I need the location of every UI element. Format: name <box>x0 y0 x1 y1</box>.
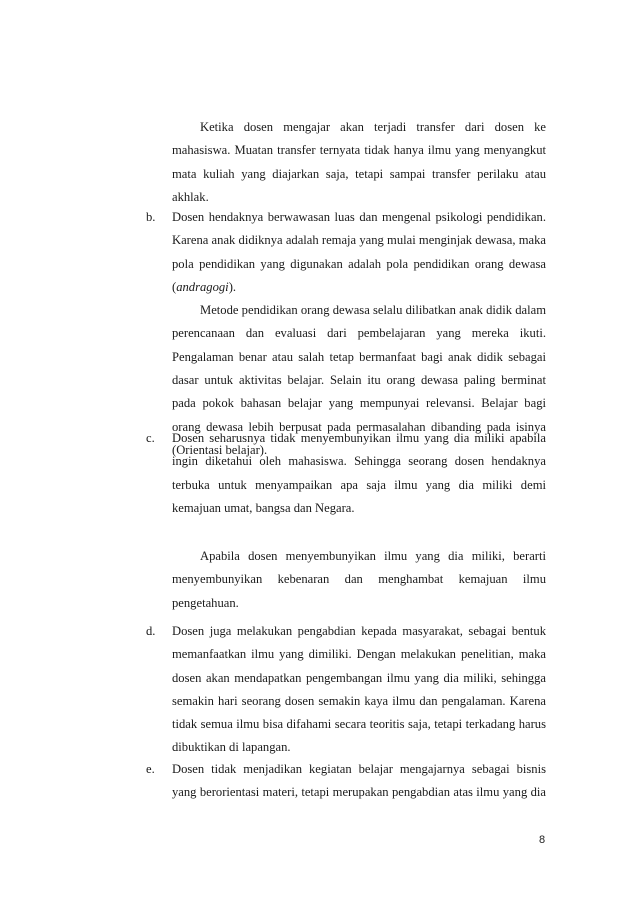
list-item-d <box>146 620 546 760</box>
paragraph-line: Pengalaman benar atau salah tetap bermanfaat bagi anak didik sebagai <box>172 349 546 364</box>
paragraph-line: akhlak. <box>172 189 209 204</box>
paragraph-line: Ketika dosen mengajar akan terjadi transfer dari dosen ke <box>200 120 546 134</box>
paragraph-line: tidak semua ilmu bisa difahami secara teoritis saja, tetapi terkadang harus <box>172 717 546 732</box>
list-marker: c. <box>146 431 155 445</box>
paragraph-line: Dosen tidak menjadikan kegiatan belajar mengajarnya sebagai bisnis <box>172 762 546 776</box>
paragraph-line: dosen akan mendapatkan pengembangan ilmu yang dia miliki, sehingga <box>172 670 546 685</box>
paragraph-line: pengetahuan. <box>172 595 239 610</box>
list-marker: b. <box>146 210 156 224</box>
paragraph-line: pada pokok bahasan belajar yang mempunyai relevansi. Belajar bagi <box>172 396 546 411</box>
open-paren: ( <box>172 279 177 294</box>
paragraph-line: semakin hari seorang dosen semakin kaya ilmu dan pengalaman. Karena <box>172 693 546 708</box>
paragraph-line: Metode pendidikan orang dewasa selalu dilibatkan anak didik dalam <box>200 303 546 318</box>
page-number: 8 <box>539 834 546 846</box>
list-item-e <box>146 758 546 805</box>
paragraph-line: Dosen hendaknya berwawasan luas dan mengenal psikologi pendidikan. <box>172 210 546 224</box>
paragraph-line: Apabila dosen menyembunyikan ilmu yang dia miliki, berarti <box>200 549 546 563</box>
paragraph-line: orang dewasa lebih berpusat pada permasalahan dibanding pada isinya <box>172 419 546 434</box>
paragraph-line: mata kuliah yang diajarkan saja, tetapi sampai transfer perilaku atau <box>172 166 546 181</box>
paragraph-line: pola pendidikan yang digunakan adalah pola pendidikan orang dewasa <box>172 256 546 271</box>
paragraph-line: yang berorientasi materi, tetapi merupakan pengabdian atas ilmu yang dia <box>172 785 546 800</box>
paragraph-line: terbuka untuk menyampaikan apa saja ilmu yang dia miliki demi <box>172 477 546 492</box>
item-c-paragraph-2 <box>172 545 546 615</box>
list-item-b <box>146 206 546 462</box>
list-marker: d. <box>146 624 156 638</box>
paragraph-line: perencanaan dan evaluasi dari pembelajaran yang mereka ikuti. <box>172 326 546 341</box>
close-paren: ). <box>228 279 237 294</box>
paragraph-line: Karena anak didiknya adalah remaja yang mulai menginjak dewasa, maka <box>172 233 546 248</box>
list-item-c <box>146 427 546 520</box>
paragraph-line: ingin diketahui oleh mahasiswa. Sehingga seorang dosen hendaknya <box>172 454 546 469</box>
list-marker: e. <box>146 762 155 776</box>
paragraph-line: dasar untuk aktivitas belajar. Selain itu orang dewasa paling berminat <box>172 373 546 388</box>
andragogi-term: andragogi <box>176 279 229 294</box>
paragraph-line <box>172 276 546 299</box>
paragraph-line: menyembunyikan kebenaran dan menghambat kemajuan ilmu <box>172 572 546 587</box>
intro-paragraph <box>172 116 546 209</box>
paragraph-line: memanfaatkan ilmu yang dimiliki. Dengan melakukan penelitian, maka <box>172 647 546 662</box>
paragraph-line: Dosen seharusnya tidak menyembunyikan ilmu yang dia miliki apabila <box>172 431 546 445</box>
paragraph-line: kemajuan umat, bangsa dan Negara. <box>172 500 355 515</box>
paragraph-line: (Orientasi belajar). <box>172 442 268 457</box>
paragraph-line: dibuktikan di lapangan. <box>172 740 291 755</box>
paragraph-line: Dosen juga melakukan pengabdian kepada masyarakat, sebagai bentuk <box>172 624 546 638</box>
paragraph-line: mahasiswa. Muatan transfer ternyata tidak hanya ilmu yang menyangkut <box>172 143 546 158</box>
